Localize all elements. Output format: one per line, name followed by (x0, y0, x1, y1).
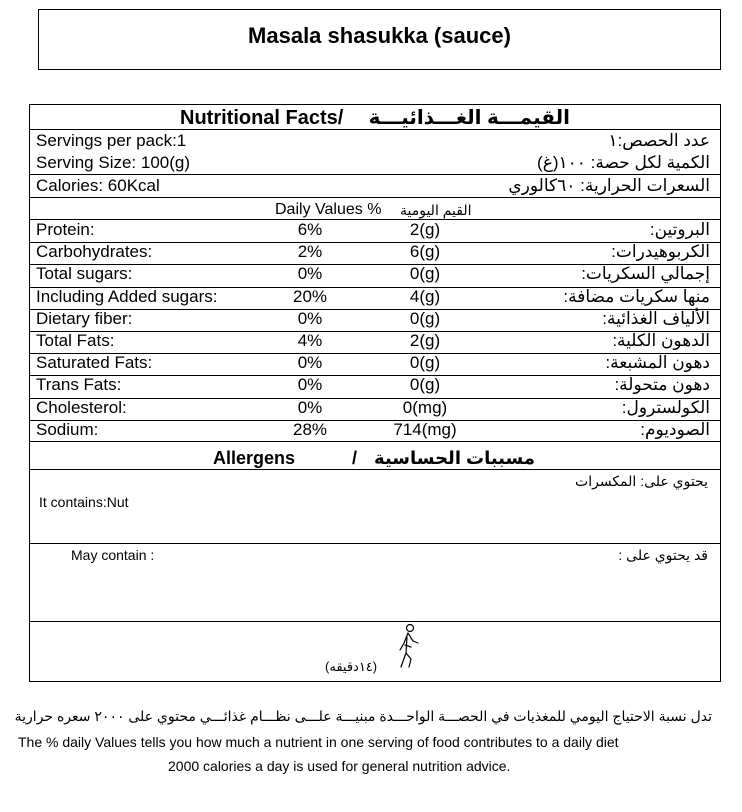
may-contain-ar: قد يحتوي على : (618, 547, 708, 563)
divider (30, 129, 720, 130)
divider (30, 242, 720, 243)
divider (30, 543, 720, 544)
nutrient-amount: 0(g) (409, 308, 441, 328)
calories-en: Calories: 60Kcal (36, 176, 160, 195)
nutrient-percent: 0% (297, 397, 323, 417)
nutrient-name-en: Dietary fiber: (36, 308, 133, 328)
nutrient-name-ar: الكولسترول: (621, 397, 710, 417)
nutrient-name-ar: دهون متحولة: (614, 375, 710, 395)
allergens-header-ar: مسببات الحساسية (374, 448, 535, 468)
nutrient-name-en: Trans Fats: (36, 375, 122, 395)
allergens-header-slash: / (352, 448, 358, 468)
contains-ar: يحتوي على: المكسرات (575, 473, 708, 489)
nutrient-name-ar: إجمالي السكريات: (581, 264, 710, 284)
nutrient-percent: 2% (297, 242, 323, 262)
serving-size-ar: الكمية لكل حصة: ١٠٠(غ) (537, 153, 710, 172)
nutrient-name-en: Cholesterol: (36, 397, 127, 417)
facts-header-en: Nutritional Facts/ (180, 107, 344, 129)
serving-size-en: Serving Size: 100(g) (36, 153, 191, 172)
nutrient-name-en: Carbohydrates: (36, 242, 153, 262)
nutrient-amount: 6(g) (409, 242, 441, 262)
nutrient-percent: 0% (297, 353, 323, 373)
divider (30, 441, 720, 442)
activity-duration: (١٤دقيقه) (325, 659, 378, 674)
divider (30, 174, 720, 175)
product-title: Masala shasukka (sauce) (248, 23, 511, 48)
divider (30, 197, 720, 198)
allergens-header-en: Allergens (213, 448, 296, 468)
may-contain-en: May contain : (71, 547, 155, 563)
nutrient-name-en: Protein: (36, 220, 95, 239)
nutrient-percent: 20% (292, 286, 328, 306)
servings-ar: عدد الحصص:١ (608, 131, 710, 150)
nutrient-percent: 0% (297, 308, 323, 328)
nutrient-percent: 0% (297, 375, 323, 395)
nutrient-name-ar: الدهون الكلية: (612, 331, 710, 350)
nutrient-name-ar: دهون المشبعة: (605, 353, 710, 373)
nutrient-name-en: Saturated Fats: (36, 353, 153, 373)
nutrient-name-en: Sodium: (36, 419, 99, 439)
nutrient-amount: 0(mg) (402, 397, 448, 417)
divider (30, 309, 720, 310)
nutrient-name-en: Total sugars: (36, 264, 133, 284)
nutrient-name-ar: البروتين: (649, 220, 710, 239)
divider (30, 375, 720, 376)
nutrient-name-en: Total Fats: (36, 331, 115, 350)
daily-values-ar: القيم اليومية (400, 202, 472, 218)
contains-en: It contains:Nut (39, 494, 129, 510)
nutrient-amount: 0(g) (409, 375, 441, 395)
divider (30, 287, 720, 288)
divider (30, 264, 720, 265)
nutrient-name-ar: الألياف الغذائية: (602, 308, 710, 328)
nutrient-name-ar: الصوديوم: (640, 419, 710, 439)
nutrient-amount: 2(g) (409, 331, 441, 350)
divider (30, 398, 720, 399)
divider (30, 420, 720, 421)
facts-header-ar: القيمـــة الغـــذائيـــة (368, 107, 570, 129)
footer-arabic: تدل نسبة الاحتياج اليومي للمغذيات في الحصـــة الواحـــدة مبنيـــة علـــى نظـــام غذائـــي محتوي على ٢٠٠٠ سعره حرارية (14, 708, 712, 724)
nutrient-amount: 0(g) (409, 264, 441, 284)
divider (30, 219, 720, 220)
daily-values-en: Daily Values % (275, 201, 382, 218)
nutrient-name-ar: منها سكريات مضافة: (563, 286, 710, 306)
nutrient-amount: 4(g) (409, 286, 441, 306)
walking-person-icon (396, 623, 422, 669)
calories-ar: السعرات الحرارية: ٦٠كالوري (508, 176, 710, 195)
nutrient-percent: 6% (297, 220, 323, 239)
footer-english-line1: The % daily Values tells you how much a nutrient in one serving of food contributes to a daily diet (18, 734, 619, 750)
nutrient-amount: 2(g) (409, 220, 441, 239)
nutrient-amount: 714(mg) (393, 419, 457, 439)
divider (30, 353, 720, 354)
nutrient-name-en: Including Added sugars: (36, 286, 218, 306)
nutrient-percent: 0% (297, 264, 323, 284)
nutrient-percent: 4% (297, 331, 323, 350)
nutrient-amount: 0(g) (409, 353, 441, 373)
nutrient-name-ar: الكربوهيدرات: (611, 242, 710, 262)
nutrition-facts-table (29, 104, 721, 682)
servings-en: Servings per pack:1 (36, 131, 187, 150)
divider (30, 469, 720, 470)
divider (30, 331, 720, 332)
divider (30, 621, 720, 622)
footer-english-line2: 2000 calories a day is used for general nutrition advice. (168, 758, 511, 774)
nutrient-percent: 28% (292, 419, 328, 439)
product-title-box (38, 9, 721, 70)
